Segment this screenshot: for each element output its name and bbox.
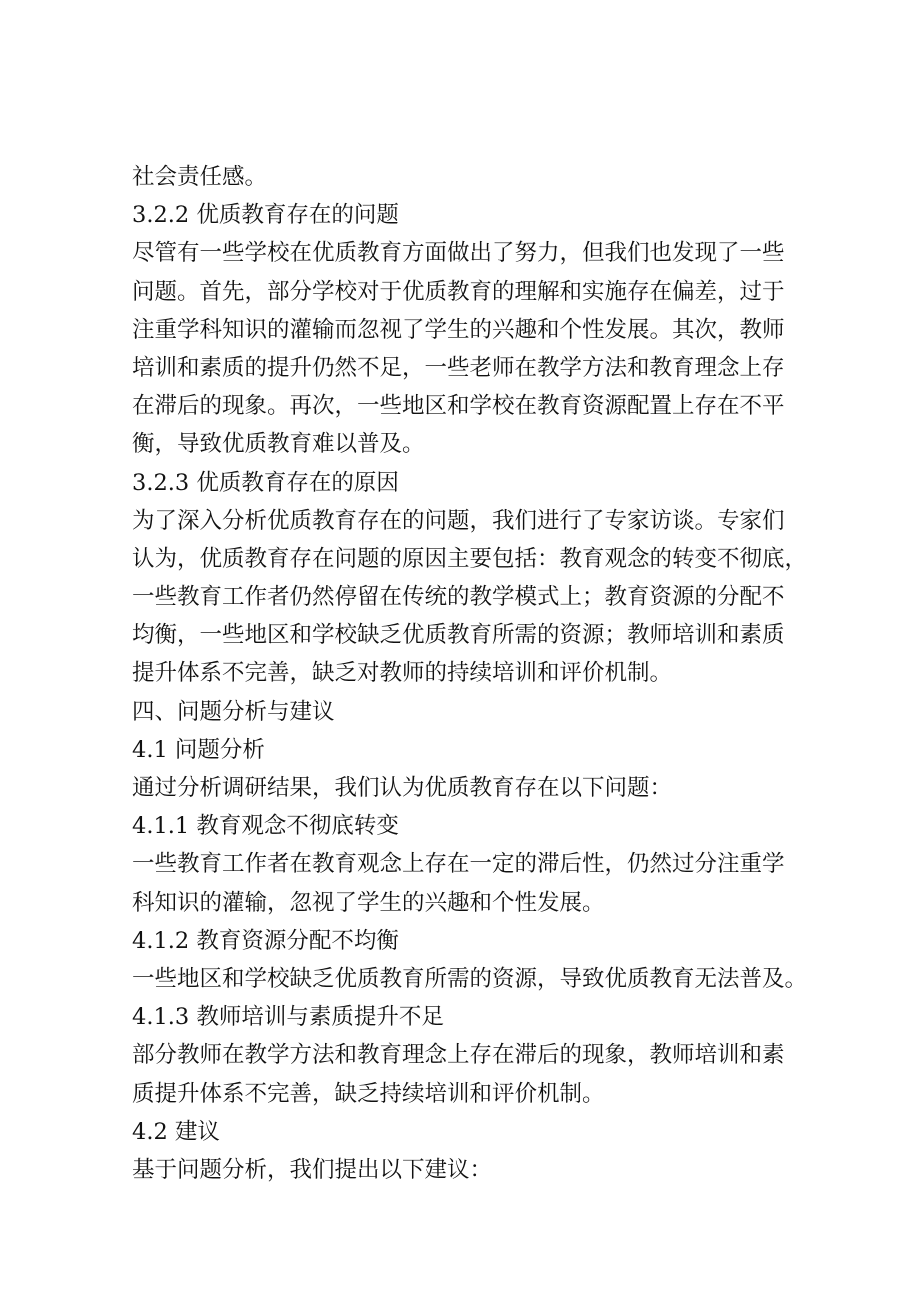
section-heading-4-1-3: 4.1.3 教师培训与素质提升不足	[132, 1004, 444, 1031]
paragraph-line: 科知识的灌输，忽视了学生的兴趣和个性发展。	[132, 889, 605, 916]
paragraph-line: 培训和素质的提升仍然不足，一些老师在教学方法和教育理念上存	[132, 354, 785, 381]
paragraph-line: 通过分析调研结果，我们认为优质教育存在以下问题：	[132, 775, 673, 801]
paragraph-line: 问题。首先，部分学校对于优质教育的理解和实施存在偏差，过于	[132, 278, 785, 305]
paragraph-line: 一些教育工作者仍然停留在传统的教学模式上；教育资源的分配不	[132, 584, 785, 611]
paragraph-line: 为了深入分析优质教育存在的问题，我们进行了专家访谈。专家们	[132, 507, 785, 534]
paragraph-line: 衡，导致优质教育难以普及。	[132, 431, 425, 458]
paragraph-line: 社会责任感。	[132, 164, 268, 190]
section-heading-3-2-2: 3.2.2 优质教育存在的问题	[132, 202, 399, 229]
section-heading-4-1-2: 4.1.2 教育资源分配不均衡	[132, 927, 399, 954]
section-heading-4-1-1: 4.1.1 教育观念不彻底转变	[132, 813, 399, 840]
paragraph-line: 一些地区和学校缺乏优质教育所需的资源，导致优质教育无法普及。	[132, 965, 808, 992]
section-heading-4-1: 4.1 问题分析	[132, 736, 265, 763]
section-heading-3-2-3: 3.2.3 优质教育存在的原因	[132, 469, 399, 496]
paragraph-line: 部分教师在教学方法和教育理念上存在滞后的现象，教师培训和素	[132, 1042, 785, 1069]
paragraph-line: 提升体系不完善，缺乏对教师的持续培训和评价机制。	[132, 660, 673, 687]
paragraph-line: 基于问题分析，我们提出以下建议：	[132, 1156, 493, 1183]
paragraph-line: 注重学科知识的灌输而忽视了学生的兴趣和个性发展。其次，教师	[132, 316, 785, 343]
document-body	[132, 158, 812, 1189]
paragraph-line: 一些教育工作者在教育观念上存在一定的滞后性，仍然过分注重学	[132, 851, 785, 878]
paragraph-line: 质提升体系不完善，缺乏持续培训和评价机制。	[132, 1080, 605, 1107]
paragraph-line: 在滞后的现象。再次，一些地区和学校在教育资源配置上存在不平	[132, 393, 785, 420]
paragraph-line: 认为，优质教育存在问题的原因主要包括：教育观念的转变不彻底，	[132, 545, 808, 572]
paragraph-line: 尽管有一些学校在优质教育方面做出了努力，但我们也发现了一些	[132, 240, 785, 267]
chapter-heading-4: 四、问题分析与建议	[132, 698, 335, 725]
section-heading-4-2: 4.2 建议	[132, 1118, 220, 1145]
paragraph-line: 均衡，一些地区和学校缺乏优质教育所需的资源；教师培训和素质	[132, 622, 785, 649]
